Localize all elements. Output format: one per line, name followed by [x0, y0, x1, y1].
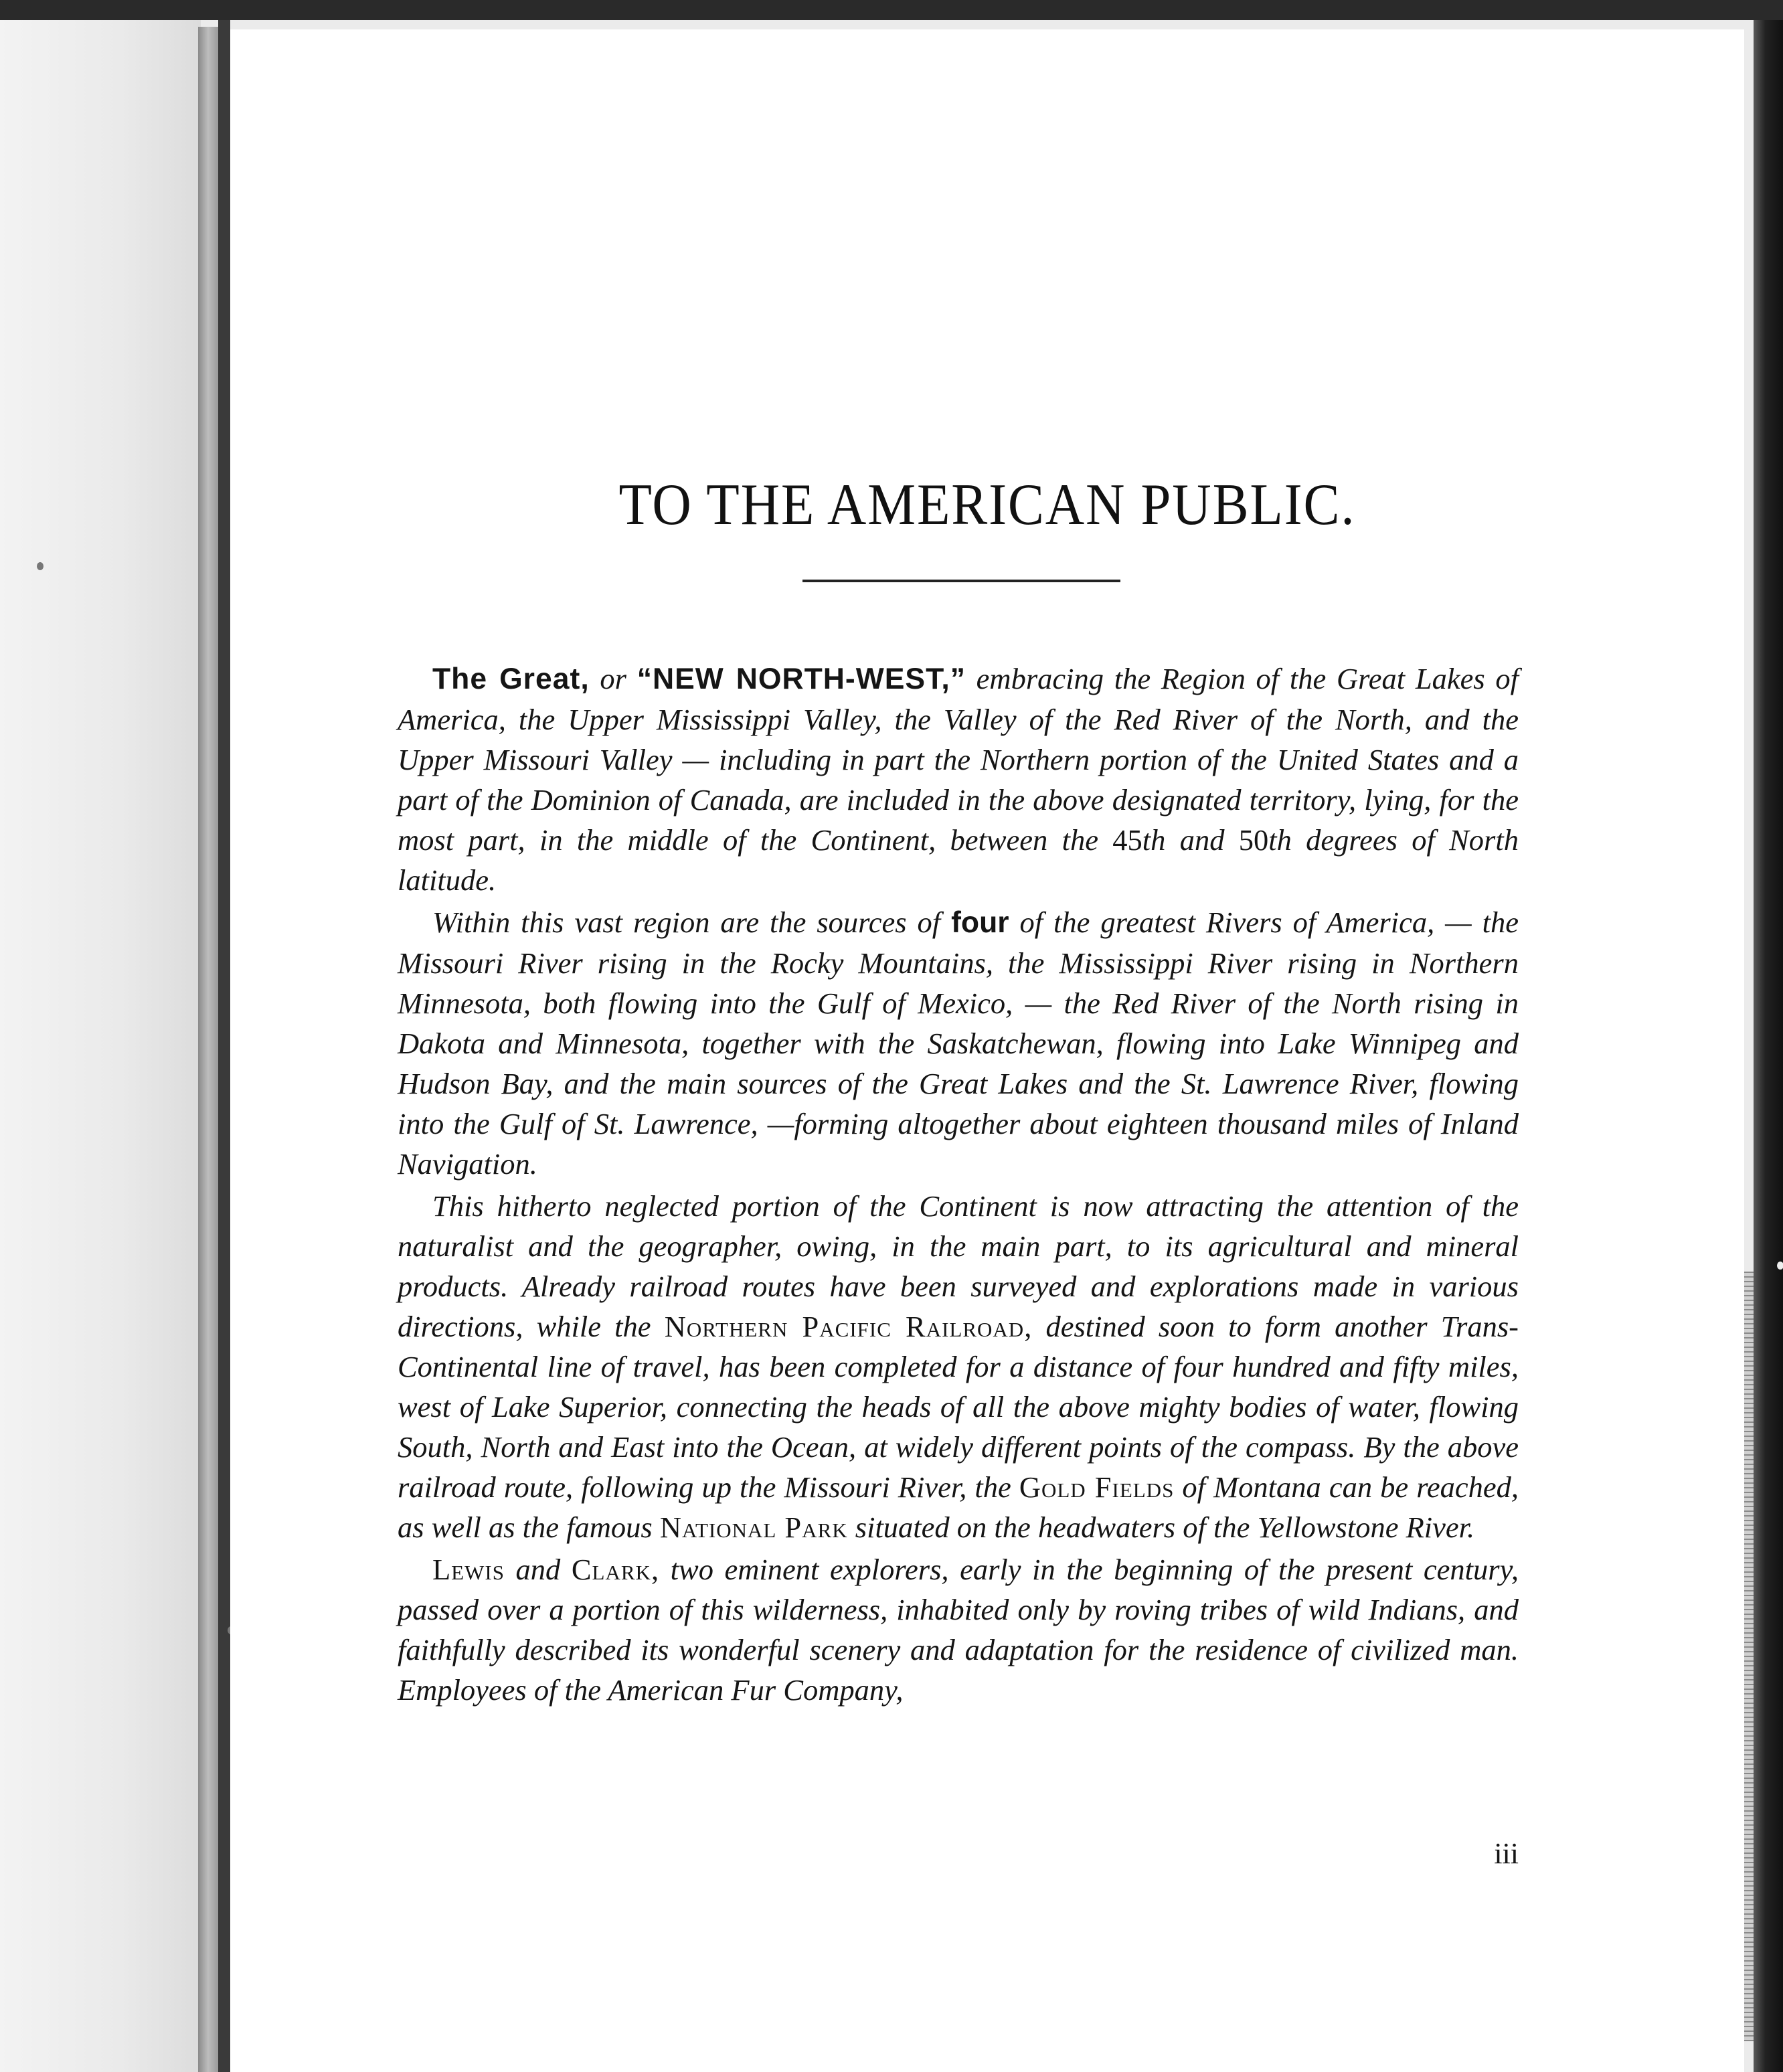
facing-page [0, 20, 201, 2072]
text-run: or [589, 662, 637, 695]
text-run: Lewis [432, 1553, 505, 1586]
text-run: National Park [659, 1510, 848, 1544]
scan-speck [37, 562, 44, 570]
text-run: of the greatest Rivers of America, — the Missouri River rising in the Rocky Mountains, the Mississippi River rising in Northern Minnesota, both flowing into the Gulf of Mexico, — the Red River of the North rising in Dakota and Minnesota, together with the Saskatchewan, flowing into Lake Winnipeg and Hudson Bay, and the main sources of the Great Lakes and the St. Lawrence River, flowing into the Gulf of St. Lawrence, —forming altogether about eighteen thousand miles of Inland Navigation. [398, 905, 1519, 1181]
book-gutter [198, 27, 218, 2072]
page-heading: TO THE AMERICAN PUBLIC. [618, 472, 1356, 537]
text-run: “NEW NORTH-WEST,” [636, 663, 966, 695]
text-run: Clark, [571, 1553, 660, 1586]
text-run: four [951, 906, 1009, 939]
gutter-shadow [218, 20, 230, 2072]
text-run: situated on the headwaters of the Yellowstone River. [847, 1510, 1475, 1544]
text-run: destined soon to form another Trans-Continental line of travel, has been completed for a distance of four hundred and fifty miles, west of Lake Superior, connecting the heads of all the above mighty bodies of water, flowing South, North and East into the Ocean, at widely different points of the compass. By the above railroad route, following up the Missouri River, the [398, 1310, 1519, 1504]
book-fore-edge [1754, 20, 1783, 2072]
text-run: and [504, 1553, 572, 1586]
text-run: two eminent explorers, early in the beginning of the present century, passed over a portion of this wilderness, inhabited only by roving tribes of wild Indians, and faithfully described its wonderful scenery and adaptation for the residence of civilized man. Employees of the American Fur Company, [398, 1553, 1519, 1707]
text-run: Within this vast region are the sources of [432, 905, 952, 939]
text-run: 45 [1112, 823, 1142, 857]
paragraph-2 [398, 902, 1519, 1184]
paragraph-3 [398, 1186, 1519, 1547]
page-edges [1744, 1272, 1754, 2041]
text-run: This hitherto neglected portion of the Continent is now attracting the attention of the naturalist and the geographer, owing, in the main part, to its agricultural and mineral products. Already railroad routes have been surveyed and explorations made in various directions, while the [398, 1189, 1519, 1343]
book-page [230, 29, 1744, 2072]
page-number: iii [1494, 1837, 1519, 1870]
paragraph-4 [398, 1549, 1519, 1710]
scan-speck [1777, 1262, 1783, 1270]
text-run: th degrees of North latitude. [398, 823, 1519, 897]
text-run: of Montana can be reached, as well as the famous [398, 1470, 1519, 1544]
heading-rule [802, 580, 1120, 582]
text-run: Gold Fields [1019, 1470, 1175, 1504]
scan-top-border [0, 0, 1783, 20]
text-run: 50 [1238, 823, 1269, 857]
text-run: Northern Pacific Railroad, [664, 1310, 1033, 1343]
text-run: embracing the Region of the Great Lakes of America, the Upper Mississippi Valley, the Valley of the Red River of the North, and the Upper Missouri Valley — including in part the Northern portion of the United States and a part of the Dominion of Canada, are included in the above designated territory, lying, for the most part, in the middle of the Continent, between the [398, 662, 1519, 857]
text-run: th and [1142, 823, 1239, 857]
paragraph-1 [398, 659, 1519, 900]
body-text [398, 659, 1519, 1712]
text-run: The Great, [432, 663, 590, 695]
